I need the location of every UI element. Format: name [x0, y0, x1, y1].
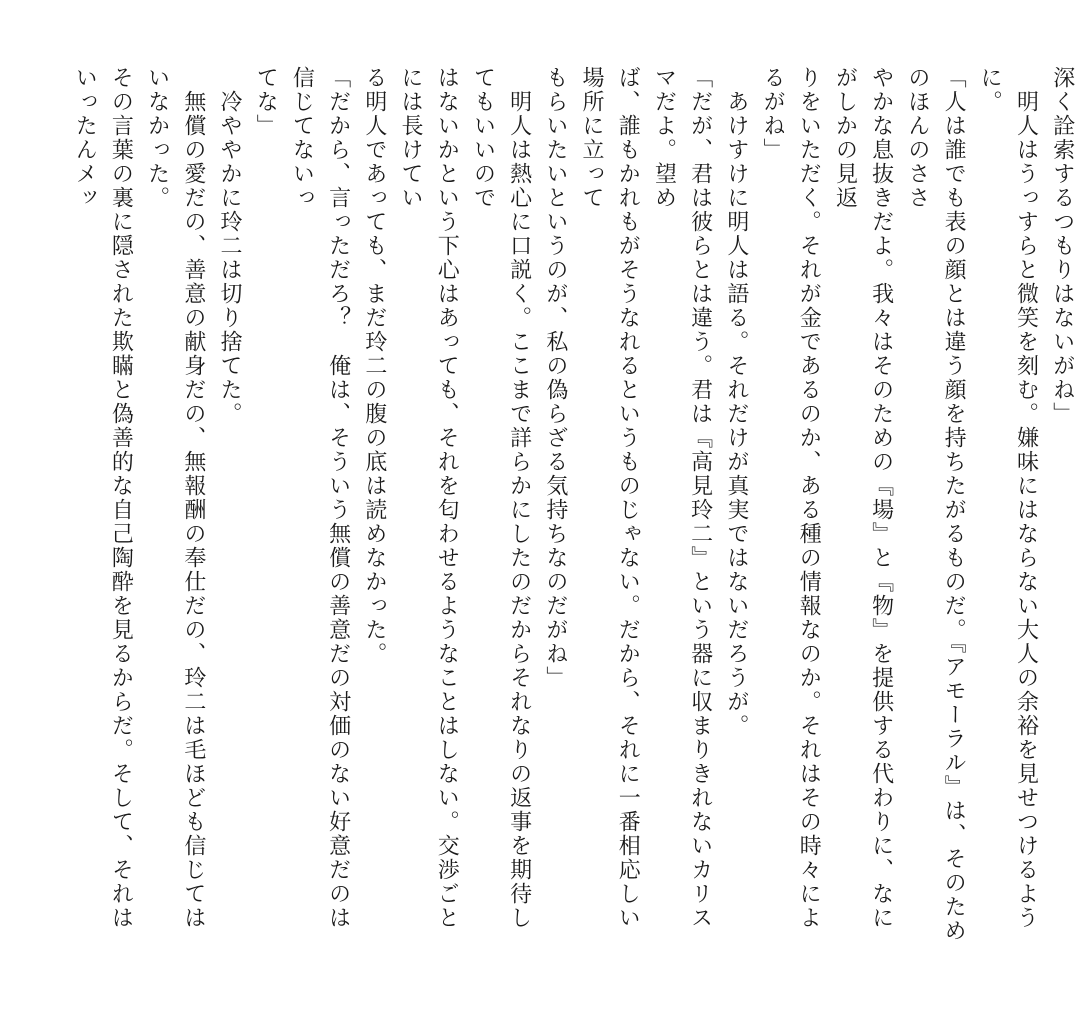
text-line-13: 「だから、言っただろ？ 俺は、そういう無償の善意だの対価のない好意だのは信じてないっ	[289, 66, 351, 930]
text-line-15: 冷ややかに玲二は切り捨てた。	[217, 66, 243, 426]
text-line-16: 無償の愛だの、善意の献身だの、無報酬の奉仕だの、玲二は毛ほども信じてはいなかった。	[144, 66, 206, 930]
text-line-6: あけすけに明人は語る。それだけが真実ではないだろうが。	[723, 66, 749, 738]
text-line-8: ば、誰もかれもがそうなれるというものじゃない。だから、それに一番相応しい場所に立って	[579, 66, 641, 930]
text-line-10: 明人は熱心に口説く。ここまで詳らかにしたのだからそれなりの返事を期待してもいいので	[470, 66, 532, 930]
text-line-4: やかな息抜きだよ。我々はそのための『場』と『物』を提供する代わりに、なにがしかの見返	[832, 66, 894, 930]
text-line-2: 明人はうっすらと微笑を刻む。嫌味にはならない大人の余裕を見せつけるように。	[977, 66, 1039, 930]
text-line-17: その言葉の裏に隠された欺瞞と偽善的な自己陶酔を見るからだ。そして、それはいったんメッ	[72, 66, 134, 930]
text-line-12: る明人であっても、まだ玲二の腹の底は読めなかった。	[361, 66, 387, 666]
page-body	[66, 66, 1075, 946]
text-line-7: 「だが、君は彼らとは違う。君は『高見玲二』という器に収まりきれないカリスマだよ。望め	[651, 66, 713, 930]
text-line-11: はないかという下心はあっても、それを匂わせるようなことはしない。交渉ごとには長けてい	[398, 66, 460, 930]
text-line-5: りをいただく。それが金であるのか、ある種の情報なのか。それはその時々によるがね」	[760, 66, 822, 930]
text-line-1: 深く詮索するつもりはないがね」	[1049, 66, 1075, 426]
text-line-14: てな」	[253, 66, 279, 138]
vertical-text-block	[66, 66, 1080, 946]
text-line-9: もらいたいというのが、私の偽らざる気持ちなのだがね」	[542, 66, 568, 690]
text-line-3: 「人は誰でも表の顔とは違う顔を持ちたがるものだ。『アモーラル』は、そのためのほんのささ	[904, 66, 967, 943]
